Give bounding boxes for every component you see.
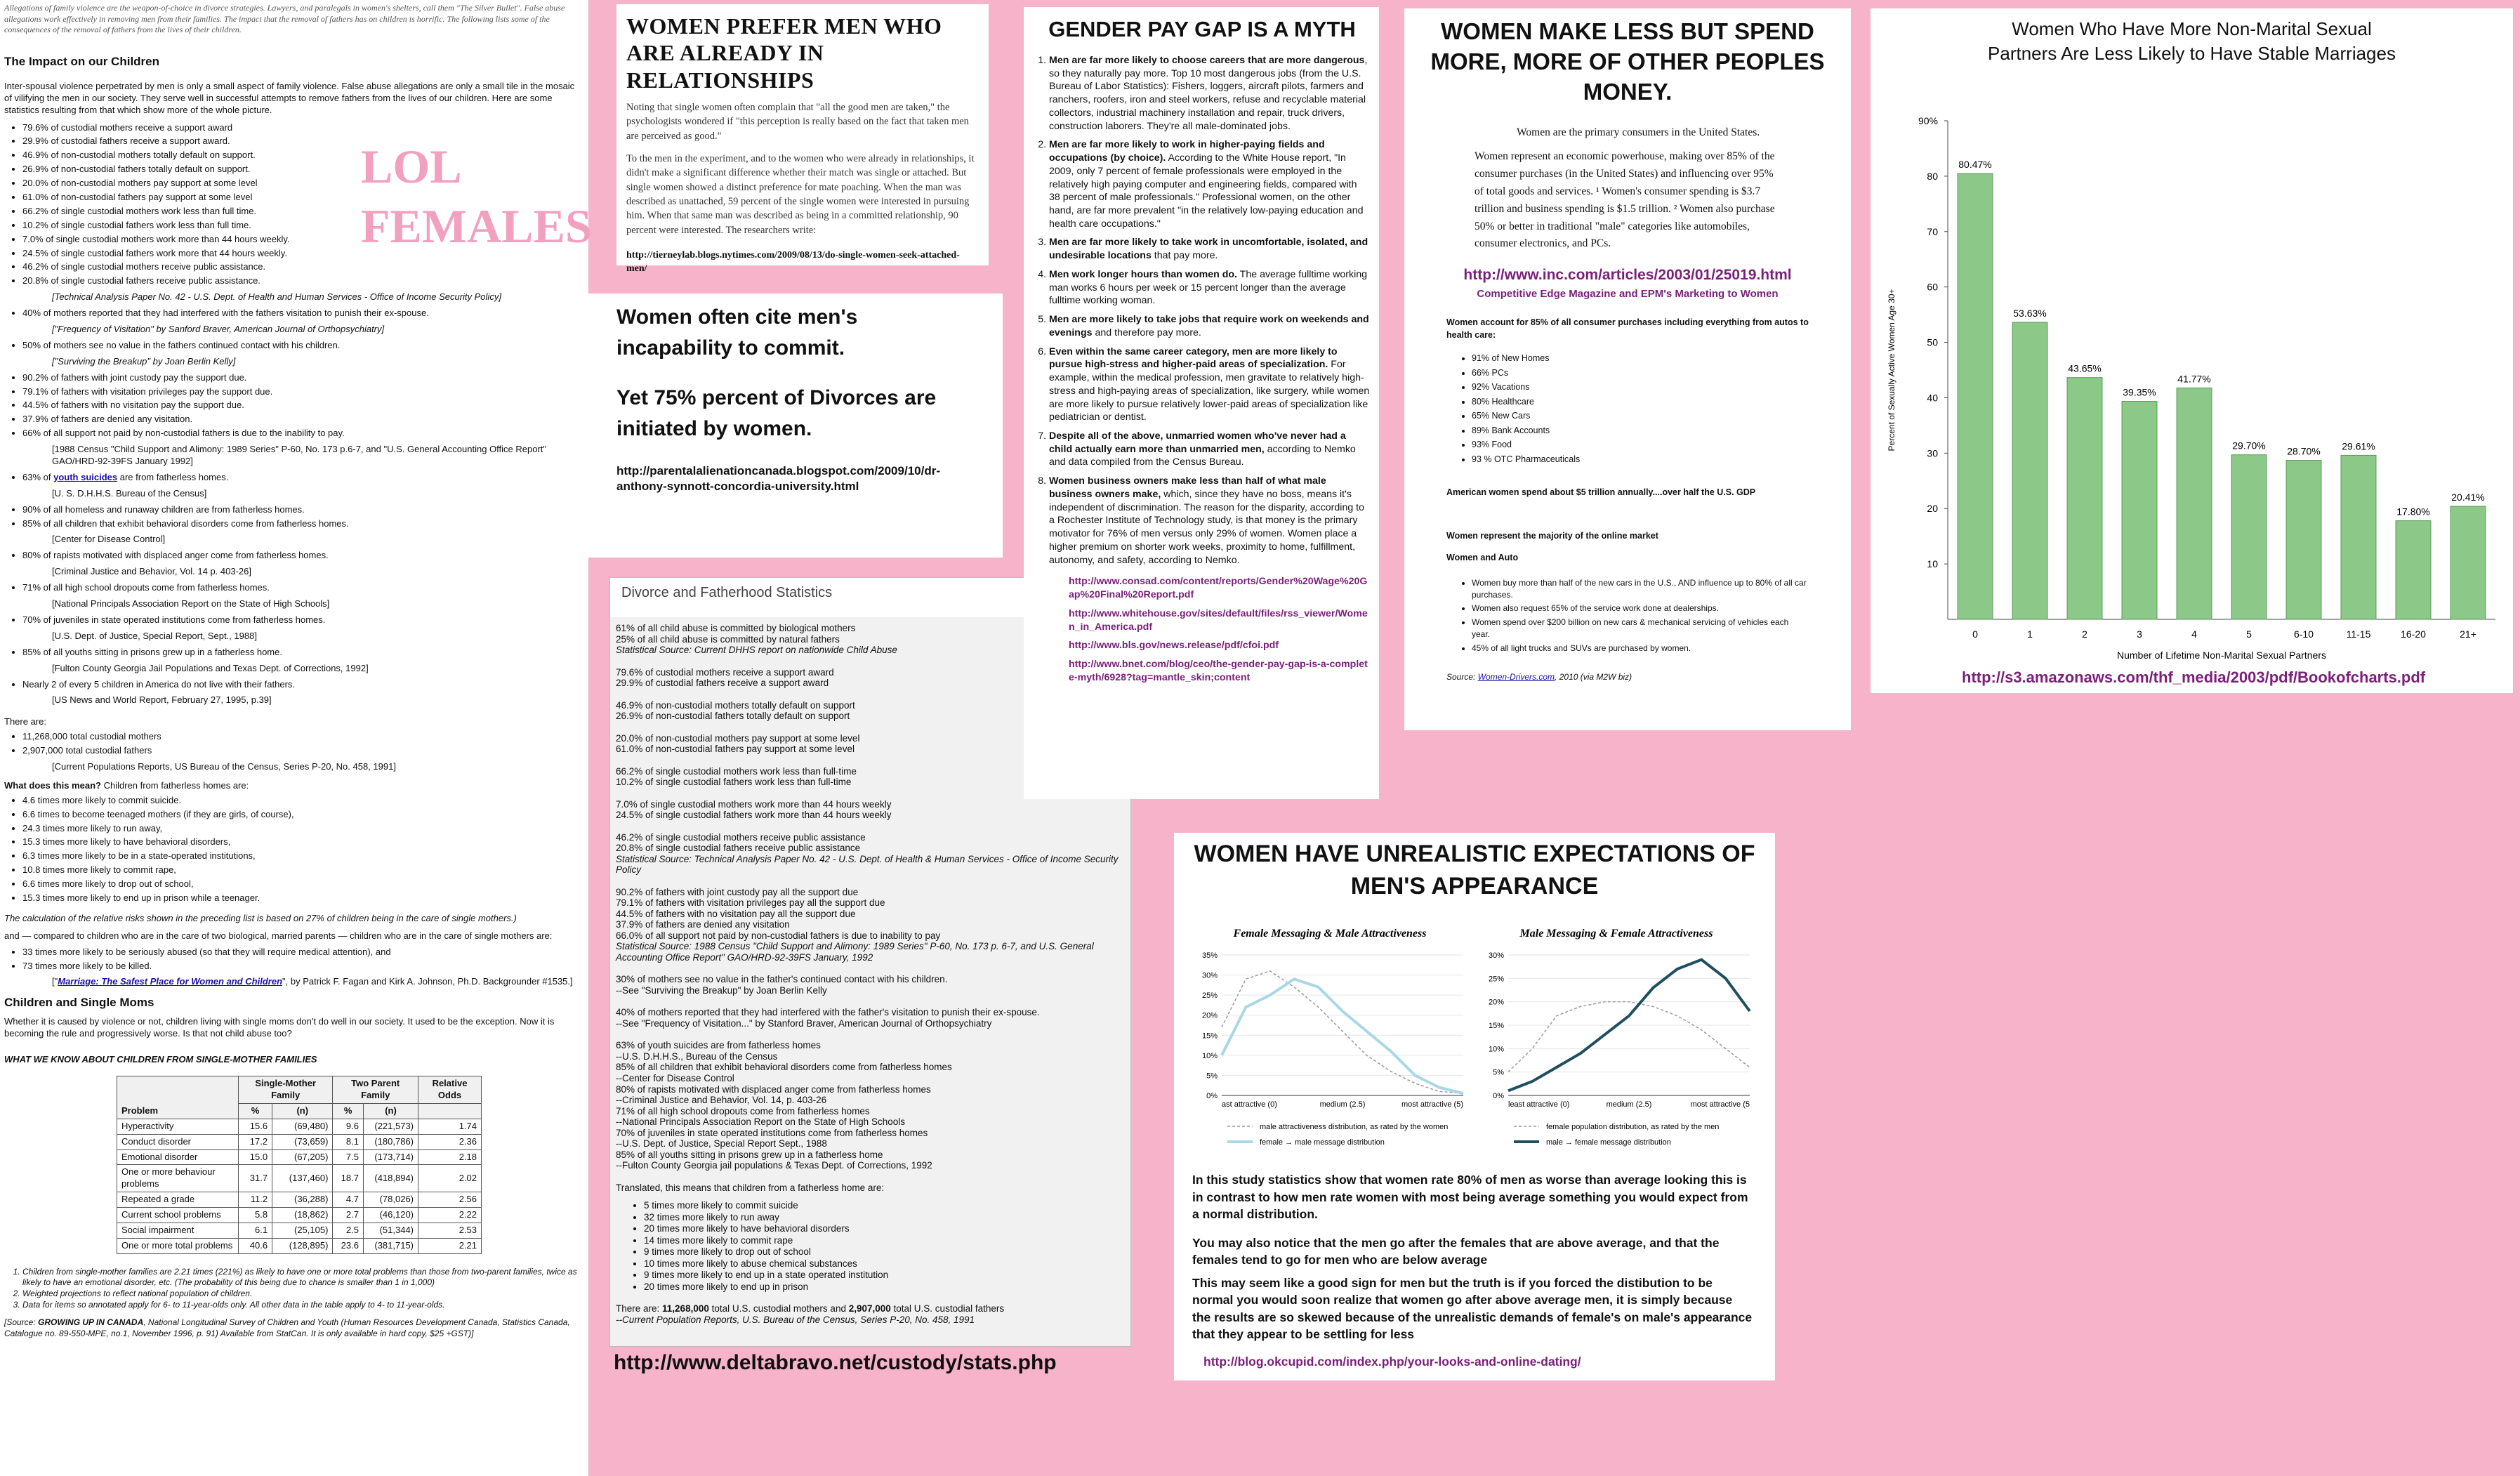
x-tick-label: ast attractive (0) bbox=[1222, 1100, 1277, 1109]
stat-item: • 29.9% of custodial fathers receive a support award. bbox=[22, 136, 584, 147]
spend-auto: Women and Auto bbox=[1446, 553, 1519, 563]
spend-list bbox=[1453, 352, 1809, 466]
legend-label: female → male message distribution bbox=[1260, 1138, 1385, 1147]
y-tick-label: 10% bbox=[1201, 1051, 1218, 1060]
table-row: Social impairment 6.1 (25,105) 2.5 (51,344) 2.53 bbox=[117, 1223, 482, 1238]
spend-auto-item: • 45% of all light trucks and SUVs are purchased by women. bbox=[1472, 643, 1809, 654]
divorce-block: 63% of youth suicides are from fatherless homes --U.S. D.H.H.S., Bureau of the Census 85% of all children that exhibit behavioral disorders come from fatherless homes --Center for Disease Control 80% of rapists motivated with displaced anger come from fatherless homes --Criminal Justice and Behavior, Vol. 14, p. 403-26 71% of all high school dropouts come from fatherless homes --National Principals Association Report on the State of High Schools 70% of juveniles in state operated institutions come from fatherless homes --U.S. Dept. of Justice, Special Report Sept., 1988 85% of all youths sitting in prisons grew up in a fatherless home --Fulton County Georgia jail populations & Texas Dept. of Corrections, 1992 bbox=[616, 1040, 952, 1171]
stats-list-custody bbox=[4, 372, 584, 440]
what-we-know-heading: WHAT WE KNOW ABOUT CHILDREN FROM SINGLE-MOTHER FAMILIES bbox=[4, 1054, 317, 1065]
stat-item: • 7.0% of single custodial mothers work more than 44 hours weekly. bbox=[22, 234, 584, 246]
divorce-block: 30% of mothers see no value in the father's continued contact with his children. --See "Surviving the Breakup" by Joan Berlin Kelly bbox=[616, 974, 948, 996]
risk-item: • 14 times more likely to commit rape bbox=[644, 1235, 1123, 1246]
bar-value-label: 29.61% bbox=[2342, 440, 2375, 452]
y-tick-label: 20 bbox=[1927, 503, 1938, 515]
spend-title: WOMEN MAKE LESS BUT SPEND MORE, MORE OF OTHER PEOPLES MONEY. bbox=[1430, 18, 1825, 105]
y-tick-label: 0% bbox=[1206, 1092, 1218, 1100]
risk-item: • 10 times more likely to abuse chemical substances bbox=[644, 1258, 1123, 1270]
commit-line-2: Yet 75% percent of Divorces are initiated by women. bbox=[616, 386, 937, 440]
prefer-attached-men-panel bbox=[616, 4, 989, 275]
stat-item: • Nearly 2 of every 5 children in America do not live with their fathers. bbox=[4, 679, 584, 691]
y-tick-label: 25% bbox=[1488, 975, 1504, 984]
reference: [Criminal Justice and Behavior, Vol. 14 p. 403-26] bbox=[52, 566, 251, 577]
women-spend-more-panel bbox=[1404, 8, 1851, 730]
y-tick-label: 30% bbox=[1488, 951, 1504, 960]
male-messaging-chart bbox=[1476, 921, 1771, 1174]
spend-item: • 93 % OTC Pharmaceuticals bbox=[1472, 454, 1809, 466]
prefer-title: WOMEN PREFER MEN WHO ARE ALREADY IN RELATIONSHIPS bbox=[626, 13, 942, 93]
divorce-block: 46.9% of non-custodial mothers totally default on support 26.9% of non-custodial fathers totally default on support bbox=[616, 699, 855, 722]
reference: [Fulton County Georgia Jail Populations and Texas Dept. of Corrections, 1992] bbox=[52, 662, 369, 673]
deltabravo-url[interactable]: http://www.deltabravo.net/custody/stats.php bbox=[614, 1351, 1057, 1374]
stat-item: • 85% of all children that exhibit behavioral disorders come from fatherless homes. bbox=[22, 518, 584, 530]
stats-list-abuse bbox=[4, 947, 584, 973]
pay-gap-source-url[interactable]: http://www.bnet.com/blog/ceo/the-gender-pay-gap-is-a-complete-myth/6928?tag=mantle_skin;content bbox=[1069, 659, 1368, 683]
spend-auto-item: • Women buy more than half of the new cars in the U.S., AND influence up to 80% of all car purchases. bbox=[1472, 577, 1809, 601]
pay-gap-item: 6. Even within the same career category, men are more likely to pursue high-stress and higher-paid areas of specialization. For example, within the medical profession, men gravitate to relatively high-stress and high-paying areas of specialization, like surgery, while women are more likely to pursue relatively lower-paid areas of specialization like pediatrician or dentist. bbox=[1049, 345, 1371, 424]
bar-value-label: 41.77% bbox=[2177, 373, 2211, 385]
x-tick-label: medium (2.5) bbox=[1319, 1100, 1366, 1109]
spend-source: Source: Women-Drivers.com, 2010 (via M2W biz) bbox=[1446, 671, 1632, 682]
bar-value-label: 39.35% bbox=[2123, 386, 2156, 398]
y-tick-label: 10 bbox=[1927, 558, 1938, 570]
y-tick-label: 30% bbox=[1201, 971, 1218, 980]
intro-text: Allegations of family violence are the weapon-of-choice in divorce strategies. Lawyers, and paralegals in women's shelters, call them "The Silver Bullet". False abuse allegations work effectively in removing men from their families. The impact that the removal of fathers has on children is horrific. The following lists some of the consequences of the removal of fathers from the lives of their children. bbox=[4, 3, 565, 35]
female-messaging-chart bbox=[1189, 921, 1470, 1174]
divorce-block: 40% of mothers reported that they had interfered with the father's visitation to punish their ex-spouse. --See "Frequency of Visitation..." by Stanford Braver, American Journal of Orthopsychiatry bbox=[616, 1007, 1040, 1029]
risk-item: • 20 times more likely to have behavioral disorders bbox=[644, 1223, 1123, 1234]
stat-item: • 26.9% of non-custodial fathers totally default on support. bbox=[22, 164, 584, 176]
risk-item: • 9 times more likely to drop out of school bbox=[644, 1246, 1123, 1258]
bar bbox=[2012, 322, 2047, 619]
y-tick-label: 15% bbox=[1201, 1032, 1218, 1041]
y-tick-label: 35% bbox=[1201, 951, 1218, 960]
lol-text: LOL bbox=[361, 140, 462, 193]
table-notes bbox=[4, 1267, 584, 1310]
pay-gap-item: 2. Men are far more likely to work in higher-paying fields and occupations (by choice). According to the White House report, "In 2009, only 7 percent of female professionals were employed in the relatively high paying computer and engineering fields, compared with 38 percent of male professionals." Professional women, on the other hand, are far more prevalent "in the relatively low-paying education and health care occupations." bbox=[1049, 138, 1371, 230]
bar-value-label: 43.65% bbox=[2068, 362, 2102, 374]
stat-item: • 71% of all high school dropouts come from fatherless homes. bbox=[4, 582, 584, 594]
compared-note: and — compared to children who are in the care of two biological, married parents — children who are in the care of single mothers are: bbox=[4, 930, 553, 941]
bar bbox=[2067, 378, 2102, 619]
expect-text-2: You may also notice that the men go after the females that are above average, and that the females tend to go for men who are below average bbox=[1192, 1235, 1720, 1267]
okcupid-url[interactable]: http://blog.okcupid.com/index.php/your-looks-and-online-dating/ bbox=[1203, 1354, 1581, 1369]
y-axis-label: Percent of Sexually Active Women Age 30+ bbox=[1887, 289, 1896, 452]
bar-value-label: 28.70% bbox=[2287, 445, 2321, 457]
spend-item: • 91% of New Homes bbox=[1472, 352, 1809, 365]
y-tick-label: 80 bbox=[1927, 170, 1938, 182]
x-tick-label: 16-20 bbox=[2401, 628, 2426, 640]
legend-label: female population distribution, as rated by the men bbox=[1546, 1123, 1720, 1131]
divorce-block: 66.2% of single custodial mothers work less than full-time 10.2% of single custodial fathers work less than full-time bbox=[616, 765, 857, 788]
y-tick-label: 70 bbox=[1927, 225, 1938, 237]
youth-suicides-link[interactable]: youth suicides bbox=[53, 471, 118, 482]
reference: [National Principals Association Report on the State of High Schools] bbox=[52, 598, 330, 609]
y-tick-label: 30 bbox=[1927, 447, 1938, 459]
series-line bbox=[1508, 1002, 1750, 1072]
reference: ["Frequency of Visitation" by Sanford Braver, American Journal of Orthopsychiatry] bbox=[52, 324, 385, 335]
x-tick-label: 4 bbox=[2191, 628, 2197, 640]
stat-item: • 10.8 times more likely to commit rape, bbox=[22, 864, 584, 876]
stat-item: • 50% of mothers see no value in the fathers continued contact with his children. bbox=[4, 340, 584, 352]
fatherless-risk-list bbox=[616, 1200, 1123, 1292]
stat-item: • 24.3 times more likely to run away, bbox=[22, 823, 584, 835]
single-moms-paragraph: Whether it is caused by violence or not, children living with single moms don't do well in our society. It used to be the exception. Now it is becoming the rule and progressively worse. Is that not child abuse too? bbox=[4, 1016, 555, 1039]
stat-item: • 4.6 times more likely to commit suicide. bbox=[22, 795, 584, 807]
stats-list-risk bbox=[4, 795, 584, 904]
bar bbox=[2231, 455, 2267, 619]
table-row: One or more total problems 40.6 (128,895) 23.6 (381,715) 2.21 bbox=[117, 1238, 482, 1253]
bar bbox=[2122, 402, 2157, 619]
women-drivers-link[interactable]: Women-Drivers.com bbox=[1477, 671, 1555, 682]
table-row: Hyperactivity 15.6 (69,480) 9.6 (221,573) 1.74 bbox=[117, 1119, 482, 1134]
spend-online: American women spend about $5 trillion annually....over half the U.S. GDP bbox=[1446, 487, 1756, 498]
stat-item: • 20.0% of non-custodial mothers pay support at some level bbox=[22, 178, 584, 190]
divorce-block: 90.2% of fathers with joint custody pay all the support due 79.1% of fathers with visitation privileges pay all the support due 44.5% of fathers with no visitation pay all the support due 37.9% of fathers are denied any visitation 66.0% of all support not paid by non-custodial fathers is due to inability to pay Statistical Source: 1988 Census "Child Support and Alimony: 1989 Series" P-60, No. 173 p. 6-7, and U.S. General Accounting Office Report" GAO/HRD-92-39FS January, 1992 bbox=[616, 886, 1094, 963]
stat-item: • 11,268,000 total custodial mothers bbox=[22, 731, 584, 743]
spend-item: • 92% Vacations bbox=[1472, 381, 1809, 394]
bar bbox=[1958, 173, 1993, 619]
reference: [US News and World Report, February 27, 1995, p.39] bbox=[52, 694, 272, 706]
pay-gap-item: 5. Men are more likely to take jobs that require work on weekends and evenings and therefore pay more. bbox=[1049, 313, 1371, 339]
pay-gap-source-url[interactable]: http://www.whitehouse.gov/sites/default/files/rss_viewer/Women_in_America.pdf bbox=[1069, 607, 1368, 633]
bar bbox=[2341, 455, 2376, 619]
line-chart-title: Male Messaging & Female Attractiveness bbox=[1519, 928, 1713, 940]
y-tick-label: 5% bbox=[1206, 1072, 1218, 1081]
expect-text-3: This may seem like a good sign for men but the truth is if you forced the distibution to be normal you would soon realize that women go after above average men, it is simply because the results are so skewed because of the unrealistic demands of female's on male's appearance that they appear to be settling for less bbox=[1192, 1275, 1753, 1341]
stat-item: • 10.2% of single custodial fathers work less than full time. bbox=[22, 220, 584, 232]
bar-chart bbox=[1871, 79, 2513, 683]
y-tick-label: 60 bbox=[1927, 281, 1938, 293]
line-chart-title: Female Messaging & Male Attractiveness bbox=[1233, 928, 1427, 940]
stat-item: • 70% of juveniles in state operated institutions come from fatherless homes. bbox=[4, 614, 584, 626]
inc-url[interactable]: http://www.inc.com/articles/2003/01/25019.html bbox=[1463, 267, 1792, 284]
bar bbox=[2286, 461, 2321, 619]
divorce-title: Divorce and Fatherhood Statistics bbox=[610, 578, 1130, 617]
stat-item: • 15.3 times more likely to end up in prison while a teenager. bbox=[22, 892, 584, 904]
stat-item: • 2,907,000 total custodial fathers bbox=[22, 745, 584, 757]
stat-item: • 66.2% of single custodial mothers work less than full time. bbox=[22, 206, 584, 218]
y-tick-label: 90% bbox=[1918, 115, 1938, 126]
impact-paragraph: Inter-spousal violence perpetrated by men is only a small aspect of family violence. False abuse allegations are only a small tile in the mosaic of vilifying the men in our society. They serve well in successful attempts to remove fathers from the lives of our children. Here are some statistics resulting from that which show more of the whole picture. bbox=[4, 80, 575, 115]
spend-majority: Women represent the majority of the online market bbox=[1446, 530, 1658, 541]
x-tick-label: 0 bbox=[1972, 628, 1978, 640]
pay-gap-item: 3. Men are far more likely to take work in uncomfortable, isolated, and undesirable locations that pay more. bbox=[1049, 236, 1371, 262]
y-tick-label: 20% bbox=[1488, 998, 1504, 1007]
stat-item: • 44.5% of fathers with no visitation pay the support due. bbox=[22, 400, 584, 411]
stat-item: • 79.6% of custodial mothers receive a support award bbox=[22, 122, 584, 134]
x-tick-label: 2 bbox=[2082, 628, 2087, 640]
single-mother-table: Problem Single-Mother Family Two Parent Family Relative Odds % (n) % (n) Hyperactivity 15.6 (69,480) 9.6 (221,573) 1.74 Conduct disorder 17.2 (73,659) 8.1 (180,786) 2.36 Emotional disorder 15.0 (67,205) 7.5 (173,714) 2.18 One or more behaviour problems 31.7 (137,460) 18.7 (418,894) 2.02 Repeated a grade 11.2 (36,288) 4.7 (78,026) 2.56 Current school problems 5.8 (18,862) 2.7 (46,120) 2.22 Social impairment 6.1 (25,105) 2.5 (51,344) 2.53 One or more total problems 40.6 (128,895) 23.6 (381,715) 2.21 bbox=[117, 1076, 482, 1254]
bar-value-label: 17.80% bbox=[2396, 506, 2430, 518]
table-note: 1. Children from single-mother families are 2.21 times (221%) as likely to have one or more total problems than those from two-parent families, twice as likely to have an emotional disorder, etc. (The probability of this being due to chance is smaller than 1 in 1,000) bbox=[22, 1267, 584, 1289]
pay-gap-source-url[interactable]: http://www.consad.com/content/reports/Gender%20Wage%20Gap%20Final%20Report.pdf bbox=[1069, 576, 1368, 601]
stat-item: • 40% of mothers reported that they had interfered with the fathers visitation to punish their ex-spouse. bbox=[4, 308, 584, 319]
table-row: Repeated a grade 11.2 (36,288) 4.7 (78,026) 2.56 bbox=[117, 1192, 482, 1208]
bar-chart-source-url[interactable]: http://s3.amazonaws.com/thf_media/2003/pdf/Bookofcharts.pdf bbox=[1962, 668, 2426, 686]
x-tick-label: 6-10 bbox=[2293, 628, 2314, 640]
y-tick-label: 25% bbox=[1201, 991, 1218, 1001]
spend-item: • 80% Healthcare bbox=[1472, 396, 1809, 409]
unrealistic-expectations-panel bbox=[1174, 833, 1775, 1381]
pay-gap-item: 7. Despite all of the above, unmarried women who've never had a child actually earn more than unmarried men, according to Nemko and data compiled from the Census Bureau. bbox=[1049, 430, 1371, 469]
spend-subtitle: Competitive Edge Magazine and EPM's Marketing to Women bbox=[1477, 288, 1779, 301]
what-does-this-mean: What does this mean? Children from fatherless homes are: bbox=[4, 779, 249, 791]
table-note: 3. Data for items so annotated apply for 6- to 11-year-olds only. All other data in the table apply to 4- to 11-year-olds. bbox=[22, 1300, 584, 1311]
stat-item: • 90.2% of fathers with joint custody pay the support due. bbox=[22, 372, 584, 384]
reference: ["Surviving the Breakup" by Joan Berlin Kelly] bbox=[52, 355, 236, 367]
reference: [Current Populations Reports, US Bureau of the Census, Series P-20, No. 458, 1991] bbox=[52, 760, 396, 772]
spend-p1: Women are the primary consumers in the United States. bbox=[1517, 126, 1760, 138]
reference: [1988 Census "Child Support and Alimony: 1989 Series" P-60, No. 173 p.6-7, and "U.S. General Accounting Office Report" GAO/HRD-92-39FS January 1992] bbox=[52, 444, 547, 467]
reference: [Center for Disease Control] bbox=[52, 534, 166, 545]
stat-item: • 37.9% of fathers are denied any visitation. bbox=[22, 414, 584, 426]
risk-item: • 32 times more likely to run away bbox=[644, 1212, 1123, 1223]
bar-value-label: 53.63% bbox=[2013, 307, 2047, 319]
y-tick-label: 40 bbox=[1927, 392, 1938, 404]
there-are: There are: bbox=[4, 716, 46, 727]
pay-gap-item: 8. Women business owners make less than half of what male business owners make, which, since they have no boss, means it's independent of discrimination. The reason for the disparity, according to a Rochester Institute of Technology study, is that money is the primary motivator for 76% of men versus only 29% of women. Women place a higher premium on shorter work weeks, proximity to home, fulfillment, autonomy, and safety, according to Nemko. bbox=[1049, 475, 1371, 567]
pay-gap-item: 1. Men are far more likely to choose careers that are more dangerous, so they naturally pay more. Top 10 most dangerous jobs (from the U.S. Bureau of Labor Statistics): Fishers, loggers, aircraft pilots, farmers and ranchers, roofers, iron and steel workers, refuse and recyclable material collectors, industrial machinery installation and repair, truck drivers, construction laborers. They're all male-dominated jobs. bbox=[1049, 54, 1371, 133]
pay-gap-title: GENDER PAY GAP IS A MYTH bbox=[1048, 17, 1356, 41]
stat-item: • 24.5% of single custodial fathers work more that 44 hours weekly. bbox=[22, 248, 584, 260]
bar bbox=[2396, 521, 2431, 619]
gender-pay-gap-panel bbox=[1024, 7, 1379, 799]
risk-item: • 9 times more likely to end up in a state operated institution bbox=[644, 1270, 1123, 1281]
stat-item: • 15.3 times more likely to have behavioral disorders, bbox=[22, 836, 584, 848]
y-tick-label: 0% bbox=[1493, 1092, 1504, 1100]
stat-item: • 46.2% of single custodial mothers receive public assistance. bbox=[22, 261, 584, 273]
y-tick-label: 5% bbox=[1493, 1068, 1504, 1077]
spend-item: • 93% Food bbox=[1472, 439, 1809, 452]
pay-gap-item: 4. Men work longer hours than women do. The average fulltime working man works 6 hours per week or 15 percent longer than the average fulltime working woman. bbox=[1049, 268, 1371, 308]
stat-item: • 61.0% of non-custodial fathers pay support at some level bbox=[22, 192, 584, 204]
divorce-block: Translated, this means that children from a fatherless home are: bbox=[616, 1182, 885, 1193]
stat-item: • 79.1% of fathers with visitation privileges pay the support due. bbox=[22, 386, 584, 398]
spend-item: • 89% Bank Accounts bbox=[1472, 425, 1809, 437]
bar-value-label: 80.47% bbox=[1958, 159, 1992, 171]
table-source: [Source: GROWING UP IN CANADA, National Longitudinal Survey of Children and Youth (Human Resources Development Canada, Statistics Canada, Catalogue no. 89-550-MPE, no.1, November 1996, p. 91) Available from StatCan. It is only available in hard copy, $25 +GST)] bbox=[4, 1317, 570, 1338]
divorce-block: 61% of all child abuse is committed by biological mothers 25% of all child abuse is committed by natural fathers Statistical Source: Current DHHS report on nationwide Child Abuse bbox=[616, 623, 897, 656]
commit-panel bbox=[588, 294, 1003, 558]
stat-item: • 6.6 times more likely to drop out of school, bbox=[22, 878, 584, 890]
bar-value-label: 29.70% bbox=[2232, 440, 2266, 452]
stat-item: • 20.8% of single custodial fathers receive public assistance. bbox=[22, 275, 584, 287]
marriage-safest-place-link[interactable]: Marriage: The Safest Place for Women and Children bbox=[58, 976, 283, 987]
stat-item: • 6.6 times to become teenaged mothers (if they are girls, of course), bbox=[22, 809, 584, 821]
stat-item: • 73 times more likely to be killed. bbox=[22, 961, 584, 973]
x-tick-label: most attractive (5) bbox=[1401, 1100, 1463, 1109]
x-tick-label: 11-15 bbox=[2346, 628, 2371, 640]
expect-title: WOMEN HAVE UNREALISTIC EXPECTATIONS OF MEN'S APPEARANCE bbox=[1194, 841, 1755, 900]
x-tick-label: medium (2.5) bbox=[1606, 1100, 1652, 1109]
spend-auto-item: • Women spend over $200 billion on new cars & mechanical servicing of vehicles each year. bbox=[1472, 617, 1809, 640]
lol-females-caption bbox=[361, 140, 592, 253]
table-row: Emotional disorder 15.0 (67,205) 7.5 (173,714) 2.18 bbox=[117, 1149, 482, 1165]
spend-item: • 66% PCs bbox=[1472, 367, 1809, 380]
reference: ["Marriage: The Safest Place for Women and Children", by Patrick F. Fagan and Kirk A. Johnson, Ph.D. Backgrounder #1535.] bbox=[52, 976, 573, 987]
reference: [Technical Analysis Paper No. 42 - U.S. Dept. of Health and Human Services - Office of Income Security Policy] bbox=[52, 291, 501, 303]
table-row: Current school problems 5.8 (18,862) 2.7 (46,120) 2.22 bbox=[117, 1208, 482, 1223]
impact-heading: The Impact on our Children bbox=[4, 54, 160, 68]
spend-auto-item: • Women also request 65% of the service work done at dealerships. bbox=[1472, 602, 1809, 614]
stats-list-homeless bbox=[4, 504, 584, 530]
legend-label: male → female message distribution bbox=[1546, 1138, 1671, 1147]
series-line bbox=[1222, 979, 1463, 1093]
divorce-block: 79.6% of custodial mothers receive a support award 29.9% of custodial fathers receive a support award bbox=[616, 666, 834, 689]
stat-item: • 6.3 times more likely to be in a state-operated institutions, bbox=[22, 850, 584, 862]
stat-item: • 80% of rapists motivated with displaced anger come from fatherless homes. bbox=[4, 550, 584, 562]
x-tick-label: least attractive (0) bbox=[1508, 1100, 1570, 1109]
divorce-block: 46.2% of single custodial mothers receive public assistance 20.8% of single custodial fathers receive public assistance Statistical Source: Technical Analysis Paper No. 42 - U.S. Dept. of Health & Human Services - Office of Income Security Policy bbox=[616, 831, 1119, 876]
prefer-body-2: To the men in the experiment, and to the women who were already in relationships, it didn't make a significant difference whether their match was single or attached. But single women showed a distinct preference for mate poaching. When the man was described as unattached, 59 percent of the single women were interested in pursuing him. When that same man was described as being in a committed relationship, 90 percent were interested. The researchers write: bbox=[626, 153, 975, 236]
y-tick-label: 15% bbox=[1488, 1022, 1504, 1030]
legend-label: male attractiveness distribution, as rated by the women bbox=[1260, 1123, 1449, 1131]
pay-gap-sources bbox=[1034, 575, 1371, 684]
table-row: One or more behaviour problems 31.7 (137,460) 18.7 (418,894) 2.02 bbox=[117, 1165, 482, 1192]
reference: [U. S. D.H.H.S. Bureau of the Census] bbox=[52, 487, 207, 499]
x-axis-label: Number of Lifetime Non-Marital Sexual Partners bbox=[2116, 650, 2327, 661]
spend-account: Women account for 85% of all consumer purchases including everything from autos to health care: bbox=[1446, 317, 1809, 340]
x-tick-label: 5 bbox=[2246, 628, 2252, 640]
stat-item: • 46.9% of non-custodial mothers totally default on support. bbox=[22, 150, 584, 162]
sexual-partners-chart-panel bbox=[1871, 8, 2513, 693]
stat-item: • 33 times more likely to be seriously abused (so that they will require medical attention), and bbox=[22, 947, 584, 958]
x-tick-label: 1 bbox=[2027, 628, 2033, 640]
females-text: FEMALES bbox=[361, 199, 592, 253]
single-moms-heading: Children and Single Moms bbox=[4, 996, 154, 1010]
table-row: Conduct disorder 17.2 (73,659) 8.1 (180,786) 2.36 bbox=[117, 1134, 482, 1149]
pay-gap-list bbox=[1034, 54, 1371, 567]
calc-note: The calculation of the relative risks shown in the preceding list is based on 27% of children being in the care of single mothers.) bbox=[4, 912, 517, 923]
risk-item: • 20 times more likely to end up in prison bbox=[644, 1281, 1123, 1293]
divorce-there-are: There are: 11,268,000 total U.S. custodial mothers and 2,907,000 total U.S. custodial fathers --Current Population Reports, U.S. Bureau of the Census, Series P-20, No. 458, 1991 bbox=[616, 1303, 1005, 1325]
x-tick-label: 21+ bbox=[2460, 628, 2476, 640]
table-note: 2. Weighted projections to reflect national population of children. bbox=[22, 1289, 584, 1300]
spend-auto-list bbox=[1453, 577, 1809, 654]
y-tick-label: 20% bbox=[1201, 1011, 1218, 1020]
y-tick-label: 10% bbox=[1488, 1045, 1504, 1054]
pay-gap-source-url[interactable]: http://www.bls.gov/news.release/pdf/cfoi.pdf bbox=[1069, 640, 1279, 652]
divorce-block: 20.0% of non-custodial mothers pay support at some level 61.0% of non-custodial fathers pay support at some level bbox=[616, 732, 860, 755]
divorce-block: 7.0% of single custodial mothers work more than 44 hours weekly 24.5% of single custodial fathers work more than 44 hours weekly bbox=[616, 798, 892, 821]
prefer-body-1: Noting that single women often complain that "all the good men are taken," the psychologists wondered if "this perception is really based on the fact that taken men are perceived as good." bbox=[626, 102, 969, 142]
commit-url[interactable]: http://parentalalienationcanada.blogspot.com/2009/10/dr-anthony-synnott-concordia-university.html bbox=[616, 464, 940, 494]
x-tick-label: most attractive (5 bbox=[1690, 1100, 1750, 1109]
bar-chart-title: Women Who Have More Non-Marital Sexual Partners Are Less Likely to Have Stable Marriages bbox=[1988, 18, 2396, 65]
risk-item: • 5 times more likely to commit suicide bbox=[644, 1200, 1123, 1211]
x-tick-label: 3 bbox=[2137, 628, 2142, 640]
spend-p2: Women represent an economic powerhouse, making over 85% of the consumer purchases (in the United States) and influencing over 95% of total goods and services. ¹ Women's consumer spending is $3.7 trillion and business spending is $1.5 trillion. ² Women also purchase 50% or better in traditional "male" categories like automobiles, consumer electronics, and PCs. bbox=[1475, 150, 1775, 250]
stat-item: • 66% of all support not paid by non-custodial fathers is due to the inability to pay. bbox=[22, 428, 584, 440]
y-tick-label: 50 bbox=[1927, 336, 1938, 348]
stat-item: • 63% of youth suicides are from fatherless homes. bbox=[4, 472, 584, 484]
bar bbox=[2177, 388, 2212, 619]
stat-item: • 90% of all homeless and runaway children are from fatherless homes. bbox=[22, 504, 584, 516]
prefer-url[interactable]: http://tierneylab.blogs.nytimes.com/2009/08/13/do-single-women-seek-attached-men/ bbox=[626, 249, 960, 275]
stats-list-custodial bbox=[4, 731, 584, 757]
bar bbox=[2450, 506, 2486, 619]
expect-text-1: In this study statistics show that women rate 80% of men as worse than average looking this is in contrast to how men rate women with most being average something you would expect from a normal distribution. bbox=[1192, 1173, 1748, 1221]
spend-item: • 65% New Cars bbox=[1472, 410, 1809, 423]
bar-value-label: 20.41% bbox=[2451, 491, 2485, 503]
commit-line-1: Women often cite men's incapability to commit. bbox=[616, 305, 858, 360]
reference: [U.S. Dept. of Justice, Special Report, Sept., 1988] bbox=[52, 630, 257, 641]
stat-item: • 85% of all youths sitting in prisons grew up in a fatherless home. bbox=[4, 647, 584, 659]
